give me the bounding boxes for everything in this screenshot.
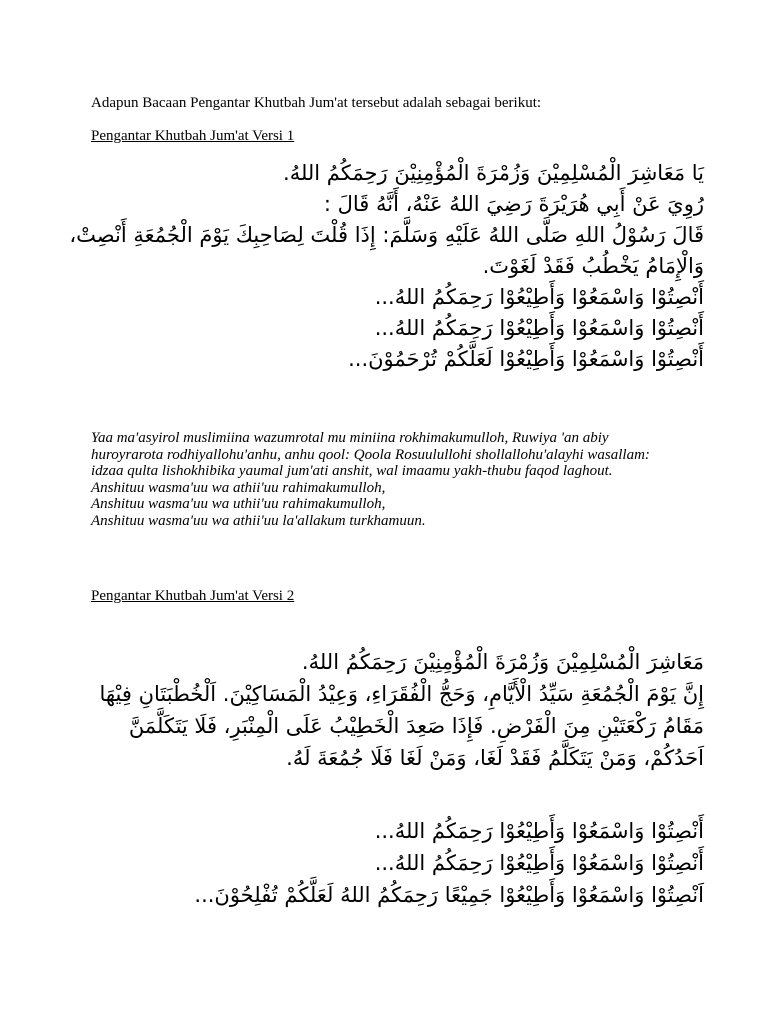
arabic-line: إِنَّ يَوْمَ الْجُمُعَةِ سَيِّدُ الْأَيَّامِ، وَحَجُّ الْفُقَرَاءِ، وَعِيْدُ الْمَسَاكِيْنَ. اَلْخُطْبَتَانِ فِيْهَا [99,682,704,706]
arabic-line: قَالَ رَسُوْلُ اللهِ صَلَّى اللهُ عَلَيْهِ وَسَلَّمَ: إِذَا قُلْتَ لِصَاحِبِكَ يَوْمَ الْجُمُعَةِ أَنْصِتْ، [69,223,704,247]
arabic-line: رُوِيَ عَنْ أَبِي هُرَيْرَةَ رَضِيَ اللهُ عَنْهُ، أَنَّهُ قَالَ : [323,192,704,216]
version-1-heading: Pengantar Khutbah Jum'at Versi 1 [91,128,295,144]
transliteration-paragraph: Yaa ma'asyirol muslimiina wazumrotal mu miniina rokhimakumulloh, Ruwiya 'an abiy huroyrarota rodhiyallohu'anhu, anhu qool: Qoola Rosuulullohi shollallohu'alayhi wasallam: idzaa qulta lishokhibika yaumal jum'ati anshit, wal imaamu yakh-thubu faqod laghout. [91,430,650,479]
arabic-line: أَنْصِتُوْا وَاسْمَعُوْا وَأَطِيْعُوْا لَعَلَّكُمْ تُرْحَمُوْنَ... [348,347,704,371]
arabic-line: يَا مَعَاشِرَ الْمُسْلِمِيْنَ وَزُمْرَةَ الْمُؤْمِنِيْنَ رَحِمَكُمُ اللهُ. [283,161,704,185]
intro-text: Adapun Bacaan Pengantar Khutbah Jum'at tersebut adalah sebagai berikut: [91,95,542,111]
version-1-arabic-block [69,158,704,375]
version-1-transliteration [91,430,651,529]
version-2-arabic-closing [86,815,704,911]
transliteration-line: Anshituu wasma'uu wa athii'uu rahimakumulloh, [91,479,386,496]
arabic-line: وَالْإِمَامُ يَخْطُبُ فَقَدْ لَغَوْتَ. [482,254,704,278]
version-2-arabic-paragraph [86,646,704,774]
arabic-line: أَنْصِتُوْا وَاسْمَعُوْا وَأَطِيْعُوْا رَحِمَكُمُ اللهُ... [374,851,704,875]
version-2-heading: Pengantar Khutbah Jum'at Versi 2 [91,588,295,604]
arabic-line: أَنْصِتُوْا وَاسْمَعُوْا وَأَطِيْعُوْا رَحِمَكُمُ اللهُ... [374,316,704,340]
transliteration-line: Anshituu wasma'uu wa athii'uu la'allakum turkhamuun. [91,512,426,529]
arabic-line: مَقَامُ رَكْعَتَيْنِ مِنَ الْفَرْضِ. فَإِذَا صَعِدَ الْخَطِيْبُ عَلَى الْمِنْبَرِ، فَلَا يَتَكَلَّمَنَّ [128,714,704,738]
arabic-line: اَنْصِتُوْا وَاسْمَعُوْا وَأَطِيْعُوْا جَمِيْعًا رَحِمَكُمُ اللهُ لَعَلَّكُمْ تُفْلِحُوْنَ... [194,883,704,907]
arabic-line: مَعَاشِرَ الْمُسْلِمِيْنَ وَزُمْرَةَ الْمُؤْمِنِيْنَ رَحِمَكُمُ اللهُ. [301,650,704,674]
arabic-line: أَنْصِتُوْا وَاسْمَعُوْا وَأَطِيْعُوْا رَحِمَكُمُ اللهُ... [374,819,704,843]
arabic-line: اَحَدُكُمْ، وَمَنْ يَتَكَلَّمُ فَقَدْ لَغَا، وَمَنْ لَغَا فَلَا جُمُعَةَ لَهُ. [286,746,704,770]
transliteration-line: Anshituu wasma'uu wa uthii'uu rahimakumulloh, [91,496,386,512]
arabic-line: أَنْصِتُوْا وَاسْمَعُوْا وَأَطِيْعُوْا رَحِمَكُمُ اللهُ... [374,285,704,309]
